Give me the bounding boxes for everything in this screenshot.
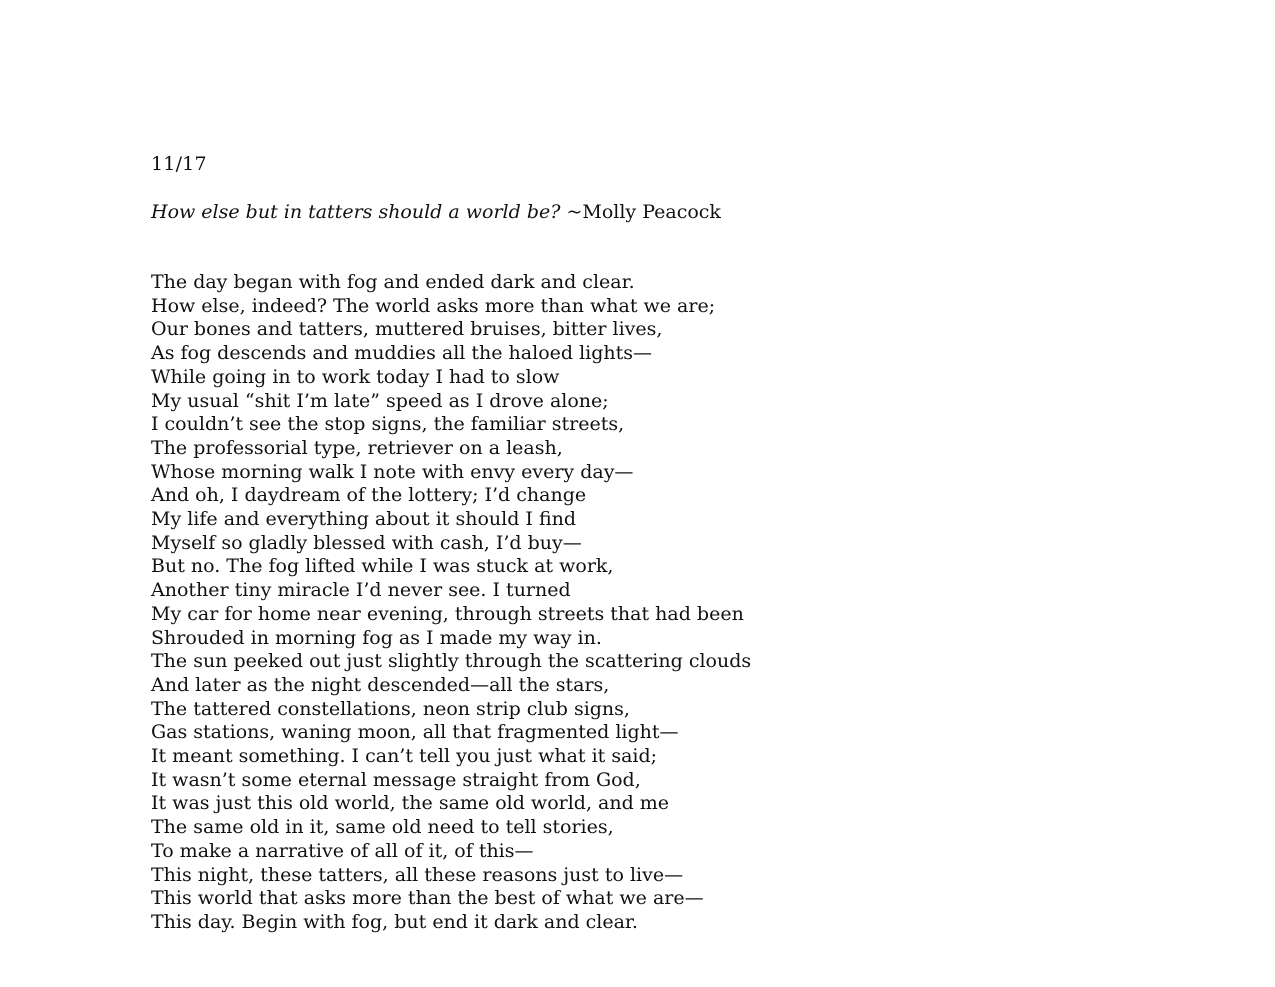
poem-date: 11/17 <box>151 153 207 175</box>
poem-line: Gas stations, waning moon, all that fragmented light— <box>151 721 679 744</box>
epigraph-attribution: ~Molly Peacock <box>560 201 721 223</box>
poem-line: My usual “shit I’m late” speed as I drove alone; <box>151 389 609 412</box>
poem-line: Another tiny miracle I’d never see. I turned <box>151 579 571 602</box>
document-page <box>151 150 1151 935</box>
poem-line: To make a narrative of all of it, of this— <box>151 839 534 862</box>
poem-line: Myself so gladly blessed with cash, I’d buy— <box>151 531 582 554</box>
poem-line: It meant something. I can’t tell you just what it said; <box>151 745 658 768</box>
poem-line: This world that asks more than the best of what we are— <box>151 887 704 910</box>
poem-line: As fog descends and muddies all the haloed lights— <box>151 342 653 365</box>
poem-line: This night, these tatters, all these reasons just to live— <box>151 863 684 886</box>
poem-line: Our bones and tatters, muttered bruises, bitter lives, <box>151 318 663 341</box>
epigraph <box>151 198 1151 226</box>
poem-line: The day began with fog and ended dark and clear. <box>151 271 635 293</box>
poem-line: Shrouded in morning fog as I made my way in. <box>151 626 602 649</box>
epigraph-quote: How else but in tatters should a world be? <box>151 201 561 223</box>
poem-line: The tattered constellations, neon strip club signs, <box>151 697 630 720</box>
poem-line: And oh, I daydream of the lottery; I’d change <box>151 484 587 507</box>
poem-line: The professorial type, retriever on a leash, <box>151 436 563 459</box>
poem-line: My car for home near evening, through streets that had been <box>151 602 744 625</box>
poem-line: How else, indeed? The world asks more than what we are; <box>151 294 716 317</box>
poem-line: But no. The fog lifted while I was stuck at work, <box>151 555 614 578</box>
poem-line: While going in to work today I had to slow <box>151 365 560 388</box>
poem-line: It wasn’t some eternal message straight from God, <box>151 768 641 791</box>
poem-line: My life and everything about it should I find <box>151 508 577 531</box>
poem-line: The sun peeked out just slightly through the scattering clouds <box>151 650 752 673</box>
poem-line: The same old in it, same old need to tell stories, <box>151 816 614 839</box>
poem-line: It was just this old world, the same old world, and me <box>151 792 670 815</box>
poem-line: This day. Begin with fog, but end it dark and clear. <box>151 910 638 933</box>
poem-line: Whose morning walk I note with envy every day— <box>151 460 634 483</box>
poem-line: And later as the night descended—all the stars, <box>151 673 610 696</box>
poem-body <box>151 271 1151 935</box>
poem-line: I couldn’t see the stop signs, the familiar streets, <box>151 413 625 436</box>
